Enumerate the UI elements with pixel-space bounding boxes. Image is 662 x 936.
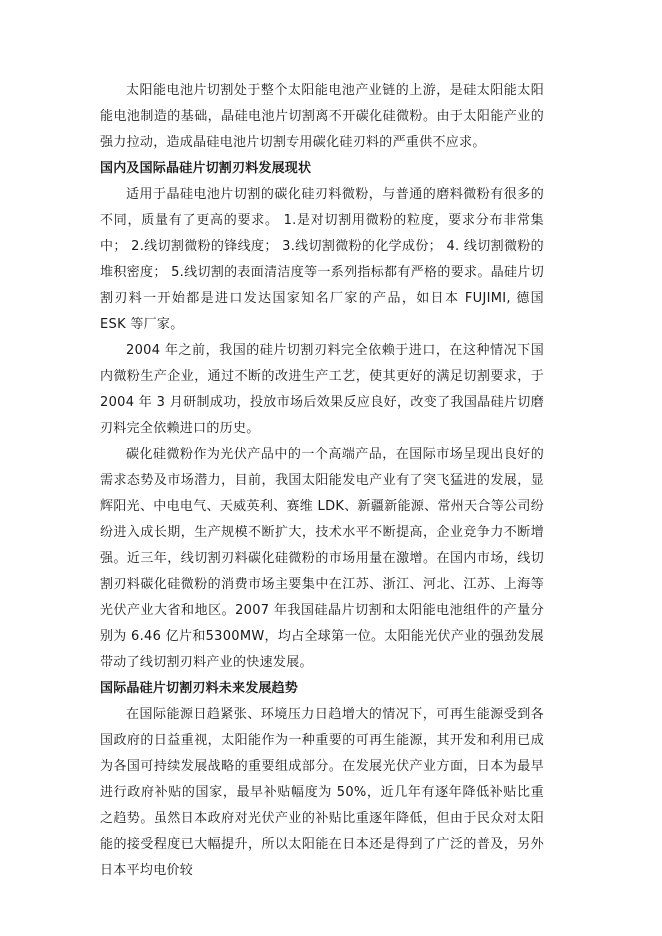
paragraph-industry-position: 太阳能电池片切割处于整个太阳能电池产业链的上游，是硅太阳能太阳能电池制造的基础，晶硅电池片切割离不开碳化硅微粉。由于太阳能产业的强力拉动，造成晶硅电池片切割专用碳化硅刃料的严重供不应求。 (100, 83, 544, 150)
paragraph-market-demand: 碳化硅微粉作为光伏产品中的一个高端产品，在国际市场呈现出良好的需求态势及市场潜力，目前，我国太阳能发电产业有了突飞猛进的发展，显辉阳光、中电电气、天威英利、赛维 LDK、新疆新能源、常州天合等公司纷纷进入成长期，生产规模不断扩大，技术水平不断提高，企业竞争力不断增强。近三年，线切割刃料碳化硅微粉的市场用量在激增。在国内市场，线切割刃料碳化硅微粉的消费市场主要集中在江苏、浙江、河北、江苏、上海等光伏产业大省和地区。2007 年我国硅晶片切割和太阳能电池组件的产量分别为 6.46 亿片和5300MW，均占全球第一位。太阳能光伏产业的强劲发展带动了线切割刃料产业的快速发展。 (100, 447, 544, 670)
paragraph-international-energy: 在国际能源日趋紧张、环境压力日趋增大的情况下，可再生能源受到各国政府的日益重视，太阳能作为一种重要的可再生能源，其开发和利用已成为各国可持续发展战略的重要组成部分。在发展光伏产业方面，日本为最早进行政府补贴的国家，最早补贴幅度为 50%，近几年有逐年降低补贴比重之趋势。虽然日本政府对光伏产业的补贴比重逐年降低，但由于民众对太阳能的接受程度已大幅提升，所以太阳能在日本还是得到了广泛的普及，另外日本平均电价较 (100, 707, 544, 878)
section-heading-current-status: 国内及国际晶硅片切割刃料发展现状 (100, 161, 312, 176)
paragraph-requirements: 适用于晶硅电池片切割的碳化硅刃料微粉，与普通的磨料微粉有很多的不同，质量有了更高的要求。 1.是对切割用微粉的粒度，要求分布非常集中； 2.线切割微粉的锋线度； 3.线切割微粉的化学成份； 4. 线切割微粉的堆积密度； 5.线切割的表面清洁度等一系列指标都有严格的要求。晶硅片切割刃料一开始都是进口发达国家知名厂家的产品，如日本 FUJIMI, 德国 ESK 等厂家。 (100, 187, 544, 332)
section-heading-future-trends: 国际晶硅片切割刃料未来发展趋势 (100, 681, 299, 696)
document-body (100, 78, 544, 884)
paragraph-domestic-history: 2004 年之前，我国的硅片切割刃料完全依赖于进口，在这种情况下国内微粉生产企业，通过不断的改进生产工艺，使其更好的满足切割要求，于 2004 年 3 月研制成功，投放市场后效果反应良好，改变了我国晶硅片切磨刃料完全依赖进口的历史。 (100, 343, 544, 436)
